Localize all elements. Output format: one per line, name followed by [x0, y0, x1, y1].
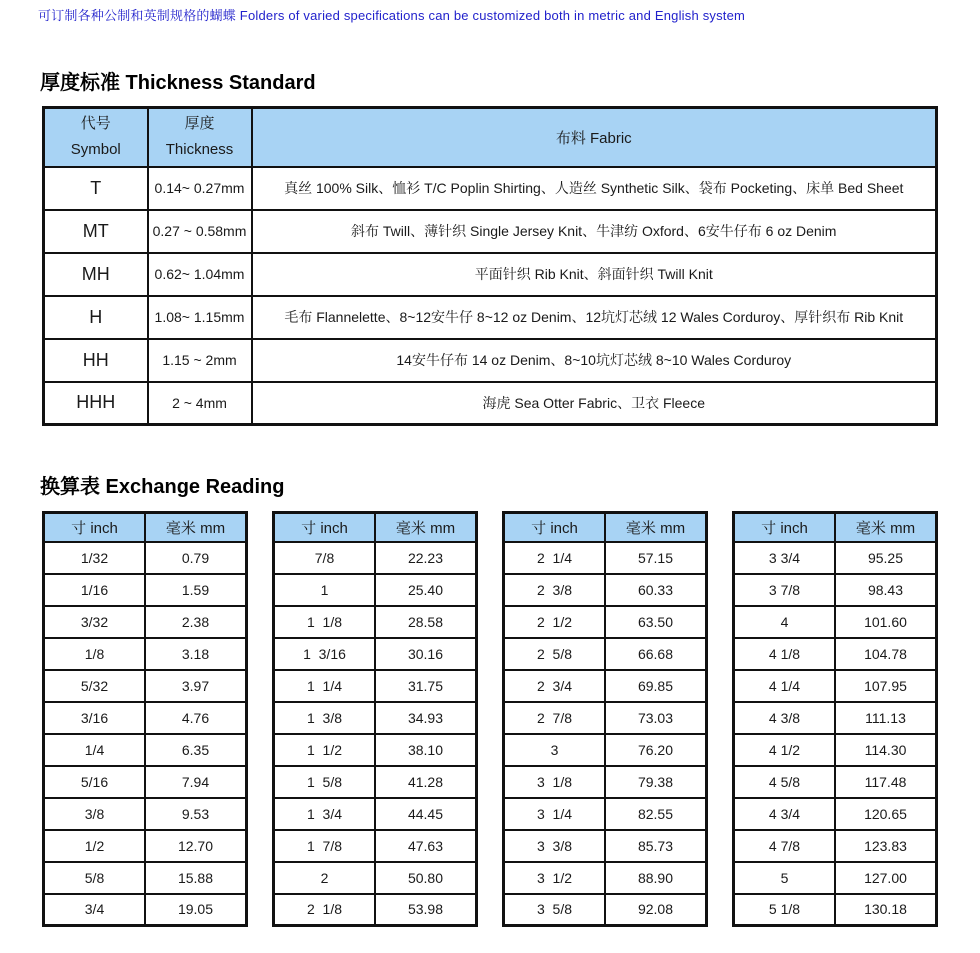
exchange-row [274, 574, 477, 606]
mm-cell: 92.08 [605, 894, 707, 926]
thickness-row [44, 253, 937, 296]
exchange-row [274, 606, 477, 638]
exchange-row [274, 766, 477, 798]
exchange-header-row [274, 513, 477, 542]
mm-cell: 25.40 [375, 574, 477, 606]
inch-cell: 3 1/4 [504, 798, 606, 830]
fabric-column-header: 布料 Fabric [252, 108, 937, 167]
inch-cell: 3/16 [44, 702, 146, 734]
exchange-row [274, 894, 477, 926]
mm-cell: 57.15 [605, 542, 707, 574]
mm-cell: 69.85 [605, 670, 707, 702]
thickness-table [42, 106, 938, 426]
thickness-cell: 1.15 ~ 2mm [148, 339, 252, 382]
thickness-section-title: 厚度标准 Thickness Standard [40, 72, 316, 94]
exchange-row [274, 830, 477, 862]
mm-cell: 107.95 [835, 670, 937, 702]
inch-cell: 4 1/2 [734, 734, 836, 766]
inch-cell: 1 3/16 [274, 638, 376, 670]
mm-cell: 85.73 [605, 830, 707, 862]
exchange-row [44, 638, 247, 670]
exchange-row [44, 702, 247, 734]
exchange-row [504, 798, 707, 830]
mm-cell: 123.83 [835, 830, 937, 862]
fabric-cell: 平面针织 Rib Knit、斜面针织 Twill Knit [252, 253, 937, 296]
mm-cell: 47.63 [375, 830, 477, 862]
mm-cell: 101.60 [835, 606, 937, 638]
mm-cell: 2.38 [145, 606, 247, 638]
exchange-row [504, 542, 707, 574]
inch-cell: 4 7/8 [734, 830, 836, 862]
exchange-table-3 [502, 511, 708, 927]
inch-cell: 1 1/2 [274, 734, 376, 766]
exchange-row [504, 894, 707, 926]
inch-cell: 1/4 [44, 734, 146, 766]
mm-cell: 130.18 [835, 894, 937, 926]
inch-cell: 4 [734, 606, 836, 638]
inch-cell: 2 3/4 [504, 670, 606, 702]
mm-column-header: 毫米 mm [835, 513, 937, 542]
thickness-table-body [44, 167, 937, 425]
mm-cell: 120.65 [835, 798, 937, 830]
symbol-header-en: Symbol [70, 141, 121, 159]
exchange-row [734, 766, 937, 798]
inch-cell: 3 5/8 [504, 894, 606, 926]
exchange-table-1 [42, 511, 248, 927]
mm-column-header: 毫米 mm [605, 513, 707, 542]
mm-cell: 22.23 [375, 542, 477, 574]
mm-cell: 82.55 [605, 798, 707, 830]
inch-cell: 3 3/8 [504, 830, 606, 862]
mm-cell: 127.00 [835, 862, 937, 894]
exchange-row [734, 702, 937, 734]
mm-cell: 3.18 [145, 638, 247, 670]
mm-cell: 63.50 [605, 606, 707, 638]
inch-column-header: 寸 inch [274, 513, 376, 542]
mm-cell: 66.68 [605, 638, 707, 670]
inch-cell: 4 1/4 [734, 670, 836, 702]
exchange-row [504, 702, 707, 734]
mm-cell: 114.30 [835, 734, 937, 766]
inch-column-header: 寸 inch [44, 513, 146, 542]
inch-cell: 2 1/8 [274, 894, 376, 926]
mm-cell: 50.80 [375, 862, 477, 894]
exchange-row [274, 862, 477, 894]
inch-cell: 2 5/8 [504, 638, 606, 670]
exchange-header-row [734, 513, 937, 542]
symbol-header-zh: 代号 [80, 115, 111, 132]
mm-cell: 3.97 [145, 670, 247, 702]
exchange-row [734, 638, 937, 670]
inch-cell: 5/32 [44, 670, 146, 702]
inch-cell: 4 3/4 [734, 798, 836, 830]
thickness-cell: 0.27 ~ 0.58mm [148, 210, 252, 253]
mm-cell: 19.05 [145, 894, 247, 926]
inch-cell: 3 1/8 [504, 766, 606, 798]
thickness-row [44, 167, 937, 210]
inch-cell: 1 3/4 [274, 798, 376, 830]
inch-cell: 1 1/4 [274, 670, 376, 702]
mm-cell: 79.38 [605, 766, 707, 798]
exchange-row [44, 670, 247, 702]
mm-cell: 28.58 [375, 606, 477, 638]
inch-cell: 2 3/8 [504, 574, 606, 606]
fabric-cell: 斜布 Twill、薄针织 Single Jersey Knit、牛津纺 Oxford、6安牛仔布 6 oz Denim [252, 210, 937, 253]
top-note: 可订制各种公制和英制规格的蝴蝶 Folders of varied specifications can be customized both in metric and English system [38, 8, 746, 23]
exchange-row [504, 734, 707, 766]
mm-cell: 76.20 [605, 734, 707, 766]
inch-cell: 1 7/8 [274, 830, 376, 862]
fabric-cell: 14安牛仔布 14 oz Denim、8~10坑灯芯绒 8~10 Wales Corduroy [252, 339, 937, 382]
inch-cell: 3 3/4 [734, 542, 836, 574]
inch-cell: 2 1/2 [504, 606, 606, 638]
thickness-cell: 1.08~ 1.15mm [148, 296, 252, 339]
exchange-row [504, 830, 707, 862]
mm-cell: 38.10 [375, 734, 477, 766]
inch-cell: 3/32 [44, 606, 146, 638]
thickness-cell: 0.62~ 1.04mm [148, 253, 252, 296]
symbol-cell: MH [44, 253, 148, 296]
inch-cell: 1/2 [44, 830, 146, 862]
inch-cell: 1 3/8 [274, 702, 376, 734]
exchange-row [734, 542, 937, 574]
inch-cell: 5/8 [44, 862, 146, 894]
exchange-row [734, 606, 937, 638]
thickness-row [44, 210, 937, 253]
thickness-header-row [44, 108, 937, 167]
inch-column-header: 寸 inch [734, 513, 836, 542]
exchange-row [734, 734, 937, 766]
thickness-cell: 0.14~ 0.27mm [148, 167, 252, 210]
exchange-header-row [504, 513, 707, 542]
symbol-cell: T [44, 167, 148, 210]
exchange-row [274, 798, 477, 830]
inch-cell: 1/32 [44, 542, 146, 574]
exchange-row [734, 670, 937, 702]
inch-cell: 3 7/8 [734, 574, 836, 606]
inch-cell: 3/4 [44, 894, 146, 926]
exchange-row [734, 894, 937, 926]
inch-cell: 2 [274, 862, 376, 894]
mm-cell: 44.45 [375, 798, 477, 830]
exchange-row [504, 638, 707, 670]
mm-cell: 104.78 [835, 638, 937, 670]
exchange-row [44, 894, 247, 926]
inch-cell: 1/16 [44, 574, 146, 606]
fabric-cell: 海虎 Sea Otter Fabric、卫衣 Fleece [252, 382, 937, 425]
inch-cell: 4 3/8 [734, 702, 836, 734]
exchange-row [274, 638, 477, 670]
thickness-header-en: Thickness [165, 141, 234, 159]
exchange-row [44, 734, 247, 766]
symbol-cell: MT [44, 210, 148, 253]
inch-cell: 5 1/8 [734, 894, 836, 926]
inch-cell: 1 [274, 574, 376, 606]
exchange-section-title: 换算表 Exchange Reading [40, 476, 285, 498]
exchange-row [44, 542, 247, 574]
mm-column-header: 毫米 mm [375, 513, 477, 542]
mm-cell: 111.13 [835, 702, 937, 734]
mm-cell: 95.25 [835, 542, 937, 574]
mm-cell: 98.43 [835, 574, 937, 606]
inch-cell: 3 1/2 [504, 862, 606, 894]
symbol-cell: HHH [44, 382, 148, 425]
mm-cell: 4.76 [145, 702, 247, 734]
inch-cell: 1 1/8 [274, 606, 376, 638]
exchange-row [274, 542, 477, 574]
mm-cell: 0.79 [145, 542, 247, 574]
exchange-row [734, 798, 937, 830]
inch-cell: 3 [504, 734, 606, 766]
exchange-table-4 [732, 511, 938, 927]
inch-cell: 4 5/8 [734, 766, 836, 798]
exchange-row [504, 670, 707, 702]
mm-cell: 73.03 [605, 702, 707, 734]
inch-column-header: 寸 inch [504, 513, 606, 542]
mm-cell: 12.70 [145, 830, 247, 862]
mm-cell: 30.16 [375, 638, 477, 670]
exchange-table-2 [272, 511, 478, 927]
inch-cell: 7/8 [274, 542, 376, 574]
inch-cell: 2 1/4 [504, 542, 606, 574]
exchange-row [44, 830, 247, 862]
exchange-row [734, 574, 937, 606]
inch-cell: 5 [734, 862, 836, 894]
fabric-cell: 真丝 100% Silk、恤衫 T/C Poplin Shirting、人造丝 Synthetic Silk、袋布 Pocketing、床单 Bed Sheet [252, 167, 937, 210]
exchange-row [504, 574, 707, 606]
mm-cell: 6.35 [145, 734, 247, 766]
mm-cell: 60.33 [605, 574, 707, 606]
inch-cell: 3/8 [44, 798, 146, 830]
thickness-row [44, 339, 937, 382]
exchange-row [274, 734, 477, 766]
exchange-row [734, 862, 937, 894]
thickness-column-header [148, 108, 252, 167]
mm-column-header: 毫米 mm [145, 513, 247, 542]
exchange-row [44, 862, 247, 894]
symbol-cell: HH [44, 339, 148, 382]
mm-cell: 15.88 [145, 862, 247, 894]
mm-cell: 34.93 [375, 702, 477, 734]
thickness-header-zh: 厚度 [184, 115, 215, 132]
exchange-row [504, 606, 707, 638]
exchange-row [44, 606, 247, 638]
exchange-row [44, 798, 247, 830]
thickness-row [44, 382, 937, 425]
thickness-row [44, 296, 937, 339]
exchange-row [44, 766, 247, 798]
exchange-row [274, 670, 477, 702]
mm-cell: 9.53 [145, 798, 247, 830]
exchange-row [274, 702, 477, 734]
inch-cell: 1/8 [44, 638, 146, 670]
thickness-cell: 2 ~ 4mm [148, 382, 252, 425]
mm-cell: 7.94 [145, 766, 247, 798]
inch-cell: 2 7/8 [504, 702, 606, 734]
exchange-row [734, 830, 937, 862]
mm-cell: 41.28 [375, 766, 477, 798]
exchange-row [44, 574, 247, 606]
symbol-cell: H [44, 296, 148, 339]
inch-cell: 5/16 [44, 766, 146, 798]
mm-cell: 88.90 [605, 862, 707, 894]
fabric-cell: 毛布 Flannelette、8~12安牛仔 8~12 oz Denim、12坑灯芯绒 12 Wales Corduroy、厚针织布 Rib Knit [252, 296, 937, 339]
mm-cell: 31.75 [375, 670, 477, 702]
mm-cell: 1.59 [145, 574, 247, 606]
mm-cell: 53.98 [375, 894, 477, 926]
mm-cell: 117.48 [835, 766, 937, 798]
exchange-row [504, 766, 707, 798]
symbol-column-header [44, 108, 148, 167]
inch-cell: 4 1/8 [734, 638, 836, 670]
exchange-tables [42, 511, 938, 927]
exchange-header-row [44, 513, 247, 542]
exchange-row [504, 862, 707, 894]
inch-cell: 1 5/8 [274, 766, 376, 798]
